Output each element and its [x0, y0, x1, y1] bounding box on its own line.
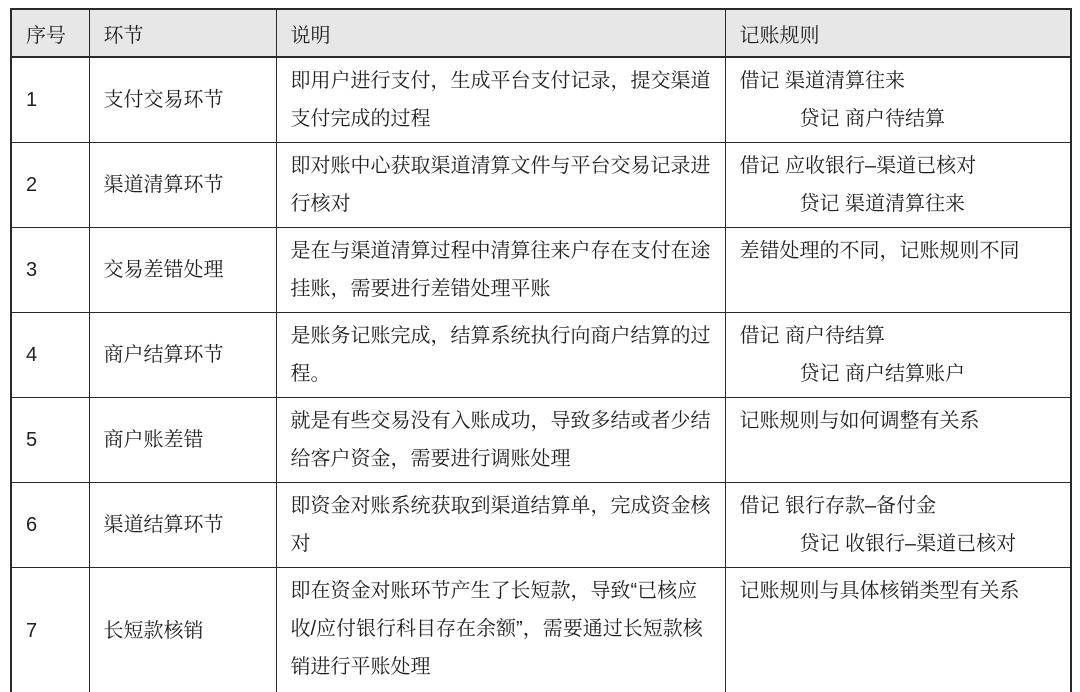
- table-row: [11, 398, 1071, 483]
- rules-cell: [725, 143, 1071, 228]
- desc-cell: 是在与渠道清算过程中清算往来户存在支付在途挂账，需要进行差错处理平账: [276, 228, 725, 313]
- seq-cell: 2: [11, 143, 89, 228]
- stage-cell: 渠道结算环节: [89, 483, 276, 568]
- rules-cell: [725, 568, 1071, 692]
- seq-cell: 6: [11, 483, 89, 568]
- rule-line-debit: 借记 商户待结算: [739, 325, 886, 347]
- table-row: [11, 228, 1071, 313]
- seq-cell: 1: [11, 57, 89, 143]
- stage-cell: 商户结算环节: [89, 313, 276, 398]
- stage-cell: 支付交易环节: [89, 57, 276, 143]
- desc-cell: 即用户进行支付，生成平台支付记录，提交渠道支付完成的过程: [276, 57, 725, 143]
- rules-cell: [725, 228, 1071, 313]
- desc-cell: 是账务记账完成，结算系统执行向商户结算的过程。: [276, 313, 725, 398]
- table-row: [11, 143, 1071, 228]
- rule-line-debit: 记账规则与如何调整有关系: [739, 410, 980, 432]
- stage-cell: 渠道清算环节: [89, 143, 276, 228]
- table-row: [11, 483, 1071, 568]
- desc-cell: 即在资金对账环节产生了长短款，导致“已核应收/应付银行科目存在余额”，需要通过长短款核销进行平账处理: [276, 568, 725, 692]
- table-row: [11, 313, 1071, 398]
- rule-line-debit: 借记 渠道清算往来: [739, 70, 906, 92]
- rule-line-credit: 贷记 商户待结算: [799, 108, 946, 130]
- header-cell-rule: 记账规则: [725, 9, 1071, 57]
- seq-cell: 4: [11, 313, 89, 398]
- seq-cell: 7: [11, 568, 89, 692]
- rule-line-debit: 借记 应收银行–渠道已核对: [739, 155, 977, 177]
- rule-line-debit: 差错处理的不同，记账规则不同: [739, 240, 1020, 262]
- desc-cell: 就是有些交易没有入账成功，导致多结或者少结给客户资金，需要进行调账处理: [276, 398, 725, 483]
- rules-cell: [725, 313, 1071, 398]
- rule-line-credit: 贷记 收银行–渠道已核对: [799, 533, 1017, 555]
- seq-cell: 5: [11, 398, 89, 483]
- stage-cell: 商户账差错: [89, 398, 276, 483]
- accounting-process-table: [10, 8, 1072, 692]
- table-row: [11, 57, 1071, 143]
- rules-cell: [725, 398, 1071, 483]
- header-cell-description: 说明: [276, 9, 725, 57]
- rule-line-credit: 贷记 渠道清算往来: [799, 193, 966, 215]
- seq-cell: 3: [11, 228, 89, 313]
- header-row: [11, 9, 1071, 57]
- rule-line-debit: 记账规则与具体核销类型有关系: [739, 580, 1020, 602]
- rule-line-debit: 借记 银行存款–备付金: [739, 495, 937, 517]
- desc-cell: 即对账中心获取渠道清算文件与平台交易记录进行核对: [276, 143, 725, 228]
- stage-cell: 交易差错处理: [89, 228, 276, 313]
- header-cell-seq: 序号: [11, 9, 89, 57]
- desc-cell: 即资金对账系统获取到渠道结算单，完成资金核对: [276, 483, 725, 568]
- header-cell-stage: 环节: [89, 9, 276, 57]
- table-row: [11, 568, 1071, 692]
- rule-line-credit: 贷记 商户结算账户: [799, 363, 966, 385]
- rules-cell: [725, 483, 1071, 568]
- rules-cell: [725, 57, 1071, 143]
- stage-cell: 长短款核销: [89, 568, 276, 692]
